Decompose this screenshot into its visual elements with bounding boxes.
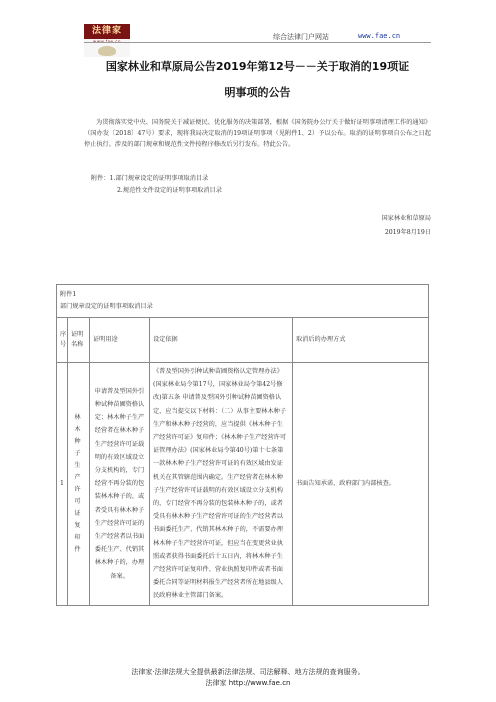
- page-title-line-1: 国家林业和草原局公告2019年第12号－－关于取消的19项证: [105, 60, 410, 73]
- signature-org: 国家林业和草原局: [381, 215, 431, 222]
- footer-tagline: 法律家·法律法规大全提供最新法律法规、司法解释、地方法规的查询服务。: [131, 668, 365, 676]
- header-name: 证明名称: [68, 318, 90, 363]
- attachment-line-1: 附件：1.部门规章设定的证明事项取消目录: [91, 175, 209, 182]
- row-basis: 《普及型国外引种试种苗圃资格认定管理办法》(国家林业局令第17号，国家林业局令第42号修改)第五条 申请普及型国外引种试种苗圃资格认定，应当提交以下材料：（二）从事主要林木种子生产和林木种子经营的，应当提供《林木种子生产经营许可证》复印件；《林木种子生产经营许可证管理办法》(国家林业局令第40号)第十七条第一款林木种子生产经营许可证的有效区域由发证机关在其管辖范围内确定。生产经营者在林木种子生产经营许可证载明的有效区域设立分支机构的，专门经营不再分装的包装林木种子的，或者受具有林木种子生产经营许可证的生产经营者以书面委托生产、代销其林木种子的，不需要办理林木种子生产经营许可证，但应当在变更营业执照或者获得书面委托后十五日内，将林木种子生产经营许可证复印件、营业执照复印件或者书面委托合同等证明材料报生产经营者所在地县级人民政府林业主管部门备案。: [150, 363, 293, 606]
- attachment-title: 部门规章设定的证明事项取消目录: [60, 303, 153, 310]
- row-name: 林木种子生产许可证复印件: [68, 363, 90, 606]
- row-seq: 1: [57, 363, 68, 606]
- logo-text: 法律家: [84, 24, 130, 39]
- page-title-line-2: 明事项的公告: [224, 86, 291, 99]
- header-divider: [84, 42, 431, 43]
- row-purpose: 申请普及型国外引种试种苗圃资格认定；林木种子生产经营者在林木种子生产经营许可证载明的有效区域设立分支机构的，专门经营不再分装的包装林木种子的，或者受具有林木种子生产经营许可证的生产经营者以书面委托生产、代销其林木种子的，办理备案。: [90, 363, 150, 606]
- site-logo[interactable]: [84, 24, 130, 57]
- footer-link[interactable]: 法律家 http://www.fae.cn: [205, 679, 291, 687]
- attachment-line-2: 2.规范性文件设定的证明事项取消目录: [117, 187, 222, 194]
- gavel-icon: [98, 46, 116, 56]
- attachment-header-cell: [57, 285, 429, 318]
- attachment-header-row: [57, 285, 429, 318]
- site-url-link[interactable]: www.fae.cn: [358, 32, 401, 40]
- table-row: [57, 363, 429, 606]
- header-seq: 序号: [57, 318, 68, 363]
- header-basis: 设定依据: [150, 318, 293, 363]
- header-purpose: 证明用途: [90, 318, 150, 363]
- announcement-body: 为贯彻落实党中央、国务院关于减证便民、优化服务的决策部署，根据《国务院办公厅关于做好证明事项清理工作的通知》（国办发〔2018〕47号）要求，现将我局决定取消的19项证明事项（见附件1、2）予以公布。取消的证明事项自公布之日起停止执行。涉及的部门规章和规范性文件按程序修改后另行发布。特此公告。: [84, 119, 431, 148]
- signature-date: 2019年8月19日: [384, 229, 431, 236]
- site-name: 综合法律门户网站: [273, 33, 329, 41]
- certificate-cancellation-table: [56, 284, 429, 606]
- table-header-row: [57, 318, 429, 363]
- logo-subtext: www.fae.cn: [92, 39, 122, 44]
- attachment-label: 附件1: [60, 291, 77, 298]
- row-after: 书面告知承诺、政府部门内部核查。: [293, 363, 429, 606]
- header-after: 取消后的办理方式: [293, 318, 429, 363]
